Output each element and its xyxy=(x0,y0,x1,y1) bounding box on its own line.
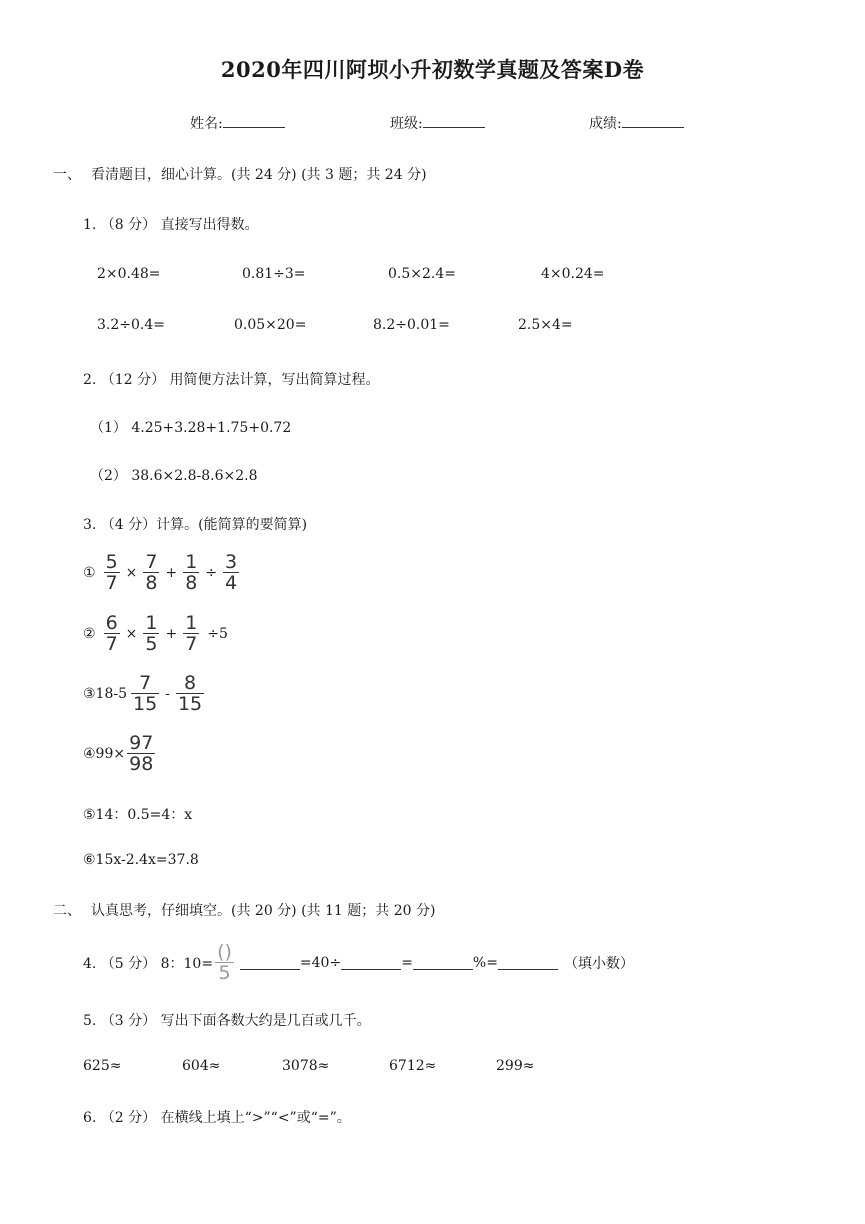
q5-item: 625≈ xyxy=(83,1058,122,1074)
fraction: $\frac{()}{5}$ xyxy=(217,941,232,984)
fraction: $\frac{7}{15}$ xyxy=(133,672,158,715)
q5-heading: 5. （3 分） 写出下面各数大约是几百或几千。 xyxy=(83,1013,371,1029)
expr-tail: ÷5 xyxy=(207,625,228,642)
q5-item: 604≈ xyxy=(182,1058,221,1074)
fraction: $\frac{97}{98}$ xyxy=(129,732,154,775)
expr-prefix: ④99× xyxy=(83,745,126,762)
q3-item-5: ⑤14：0.5=4：x xyxy=(83,807,193,823)
class-blank[interactable] xyxy=(423,113,485,128)
q1-expr: 4×0.24= xyxy=(541,266,605,282)
operator: × xyxy=(125,625,138,642)
section2-number: 二、 xyxy=(53,903,81,919)
q3-heading: 3. （4 分）计算。(能简算的要简算) xyxy=(83,517,308,533)
q6-heading: 6. （2 分） 在横线上填上“>”“<”或“=”。 xyxy=(83,1110,351,1126)
q3-item-2 xyxy=(83,613,228,654)
item-marker: ① xyxy=(83,564,96,581)
answer-blank[interactable] xyxy=(240,955,300,970)
score-blank[interactable] xyxy=(622,113,684,128)
class-label: 班级: xyxy=(390,116,423,132)
q4-segment: = xyxy=(401,954,413,971)
name-field[interactable] xyxy=(190,113,285,133)
q4-tail: （填小数） xyxy=(563,955,634,972)
q5-item: 6712≈ xyxy=(389,1058,437,1074)
q3-item-4 xyxy=(83,733,155,774)
section1-number: 一、 xyxy=(53,167,81,183)
q1-expr: 0.05×20= xyxy=(234,317,307,333)
q4-prefix: 4. （5 分） 8：10= xyxy=(83,955,214,972)
q1-expr: 3.2÷0.4= xyxy=(97,317,165,333)
fraction: $\frac{1}{5}$ xyxy=(145,612,158,655)
name-label: 姓名: xyxy=(190,116,223,132)
q1-heading: 1. （8 分） 直接写出得数。 xyxy=(83,217,259,233)
class-field[interactable] xyxy=(390,113,485,133)
item-marker: ② xyxy=(83,625,96,642)
fraction: $\frac{6}{7}$ xyxy=(105,612,118,655)
section1-heading: 看清题目，细心计算。(共 24 分) (共 3 题；共 24 分) xyxy=(91,167,427,183)
q4-segment: =40÷ xyxy=(299,954,342,971)
q5-item: 3078≈ xyxy=(282,1058,330,1074)
q2-heading: 2. （12 分） 用简便方法计算，写出简算过程。 xyxy=(83,372,380,388)
fraction: $\frac{3}{4}$ xyxy=(225,551,238,594)
q1-expr: 2×0.48= xyxy=(97,266,161,282)
fraction: $\frac{7}{8}$ xyxy=(145,551,158,594)
name-blank[interactable] xyxy=(223,113,285,128)
q2-item: （1） 4.25+3.28+1.75+0.72 xyxy=(90,420,292,436)
q1-expr: 0.5×2.4= xyxy=(388,266,456,282)
fraction: $\frac{1}{8}$ xyxy=(185,551,198,594)
answer-blank[interactable] xyxy=(341,955,401,970)
q5-item: 299≈ xyxy=(496,1058,535,1074)
score-field[interactable] xyxy=(589,113,684,133)
operator: ÷ xyxy=(205,564,218,581)
section2-heading: 认真思考，仔细填空。(共 20 分) (共 11 题；共 20 分) xyxy=(91,903,436,919)
q3-item-3 xyxy=(83,673,204,714)
q1-expr: 8.2÷0.01= xyxy=(373,317,450,333)
q3-item-6: ⑥15x-2.4x=37.8 xyxy=(83,852,199,868)
q1-expr: 0.81÷3= xyxy=(242,266,306,282)
q3-item-1 xyxy=(83,552,239,593)
operator: - xyxy=(165,685,170,702)
q4-line xyxy=(83,942,634,983)
page-title: 2020年四川阿坝小升初数学真题及答案D卷 xyxy=(220,57,645,82)
fraction: $\frac{1}{7}$ xyxy=(185,612,198,655)
answer-blank[interactable] xyxy=(498,955,558,970)
fraction: $\frac{5}{7}$ xyxy=(105,551,118,594)
fraction: $\frac{8}{15}$ xyxy=(177,672,203,715)
operator: + xyxy=(165,625,178,642)
q4-segment: %= xyxy=(472,954,498,971)
answer-blank[interactable] xyxy=(413,955,473,970)
operator: × xyxy=(125,564,138,581)
q2-item: （2） 38.6×2.8-8.6×2.8 xyxy=(90,468,258,484)
operator: + xyxy=(165,564,178,581)
expr-prefix: ③18-5 xyxy=(83,685,128,702)
score-label: 成绩: xyxy=(589,116,622,132)
q1-expr: 2.5×4= xyxy=(518,317,573,333)
